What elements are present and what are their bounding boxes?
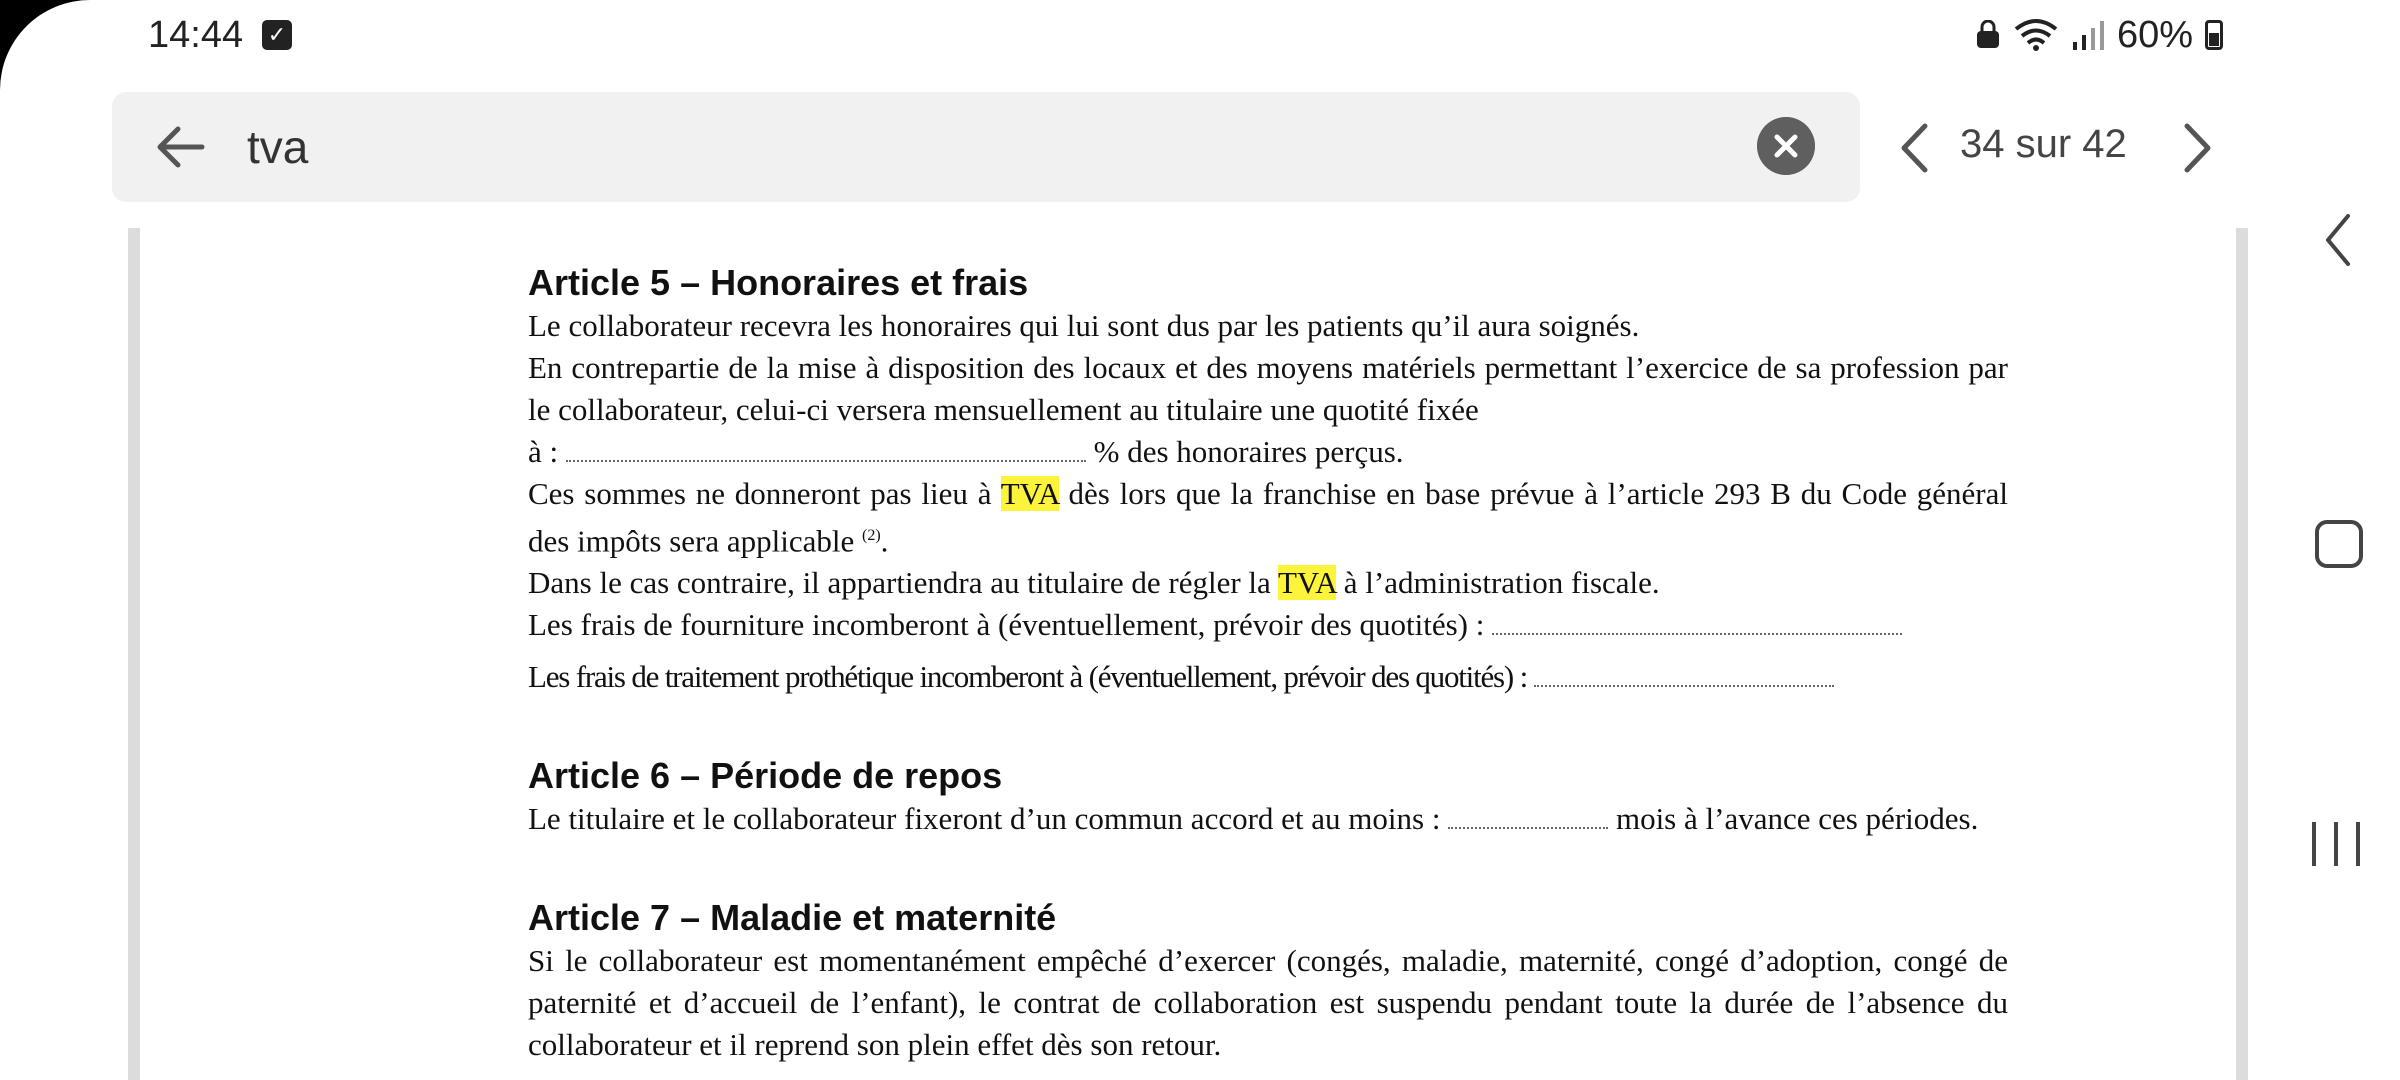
article-5-line-4-mid: dès lors que la franchise en base prévue à l’article 293 B du Code général des impôts sera applicable	[528, 476, 2009, 559]
article-5-line-6-text: Les frais de fourniture incomberont à (éventuellement, prévoir des quotités) :	[528, 607, 1485, 643]
search-highlight-current[interactable]: TVA	[1277, 565, 1336, 601]
article-5-line-7	[528, 656, 2008, 698]
footnote-ref[interactable]: (2)	[862, 527, 881, 544]
article-6-line-1-start: Le titulaire et le collaborateur fixeront d’un commun accord et au moins :	[528, 801, 1441, 837]
status-bar	[0, 0, 2400, 70]
search-bar	[112, 92, 1860, 202]
article-5-line-7-text: Les frais de traitement prothétique incomberont à (éventuellement, prévoir des quotités) :	[528, 659, 1528, 695]
previous-result-icon[interactable]	[1890, 118, 1940, 178]
fill-in-dots	[1492, 623, 1902, 635]
article-5-line-1: Le collaborateur recevra les honoraires qui lui sont dus par les patients qu’il aura soignés.	[528, 308, 1640, 343]
fill-in-dots	[1448, 817, 1608, 829]
article-5-line-3-start: à :	[528, 434, 559, 469]
checkbox-notification-icon: ✓	[262, 20, 292, 50]
system-back-icon[interactable]	[2318, 210, 2358, 270]
fill-in-dots	[566, 450, 1086, 462]
lock-icon	[1975, 20, 2001, 50]
search-input[interactable]: tva	[247, 121, 309, 173]
fill-in-dots	[1534, 675, 1834, 687]
clear-search-icon[interactable]	[1757, 117, 1815, 175]
article-5-title: Article 5 – Honoraires et frais	[528, 262, 1029, 303]
article-5-line-3	[528, 431, 2008, 473]
article-5-line-5	[528, 562, 2008, 604]
next-result-icon[interactable]	[2172, 118, 2222, 178]
article-5-line-6	[528, 604, 2008, 646]
battery-icon	[2205, 20, 2223, 50]
back-arrow-icon[interactable]	[152, 117, 212, 177]
status-time: 14:44	[148, 14, 244, 56]
section-gap	[528, 840, 2008, 890]
section-gap	[528, 698, 2008, 748]
search-highlight[interactable]: TVA	[1000, 476, 1059, 511]
article-5-line-3-end: % des honoraires perçus.	[1093, 434, 1404, 469]
article-5-line-5-start: Dans le cas contraire, il appartiendra au titulaire de régler la	[528, 565, 1271, 601]
document-content	[528, 255, 2008, 1066]
article-5-line-4	[528, 473, 2008, 562]
system-recents-icon[interactable]	[2312, 822, 2360, 866]
article-6-line-1	[528, 798, 2008, 840]
status-icons	[1975, 12, 2223, 58]
system-home-icon[interactable]	[2315, 520, 2363, 568]
article-5-line-2: En contrepartie de la mise à disposition des locaux et des moyens matériels permettant l’exercice de sa profession par le collaborateur, celui-ci versera mensuellement au titulaire une quotité fixée	[528, 350, 2008, 427]
battery-percent: 60%	[2117, 13, 2194, 56]
article-5-line-4-end: .	[880, 523, 889, 559]
article-7-line-1: Si le collaborateur est momentanément empêché d’exercer (congés, maladie, maternité, congé d’adoption, congé de paternité et d’accueil de l’enfant), le contrat de collaboration est suspendu pendant toute la durée de l’absence du collaborateur et il reprend son plein effet dès son retour.	[528, 943, 2008, 1063]
article-5-line-5-end: à l’administration fiscale.	[1343, 565, 1660, 601]
article-5-line-4-start: Ces sommes ne donneront pas lieu à	[528, 476, 992, 511]
article-7-title: Article 7 – Maladie et maternité	[528, 897, 1057, 939]
article-6-line-1-end: mois à l’avance ces périodes.	[1615, 801, 1979, 837]
wifi-icon	[2013, 18, 2059, 52]
result-counter: 34 sur 42	[1960, 122, 2127, 166]
signal-icon	[2071, 20, 2105, 50]
article-6-title: Article 6 – Période de repos	[528, 755, 1003, 797]
